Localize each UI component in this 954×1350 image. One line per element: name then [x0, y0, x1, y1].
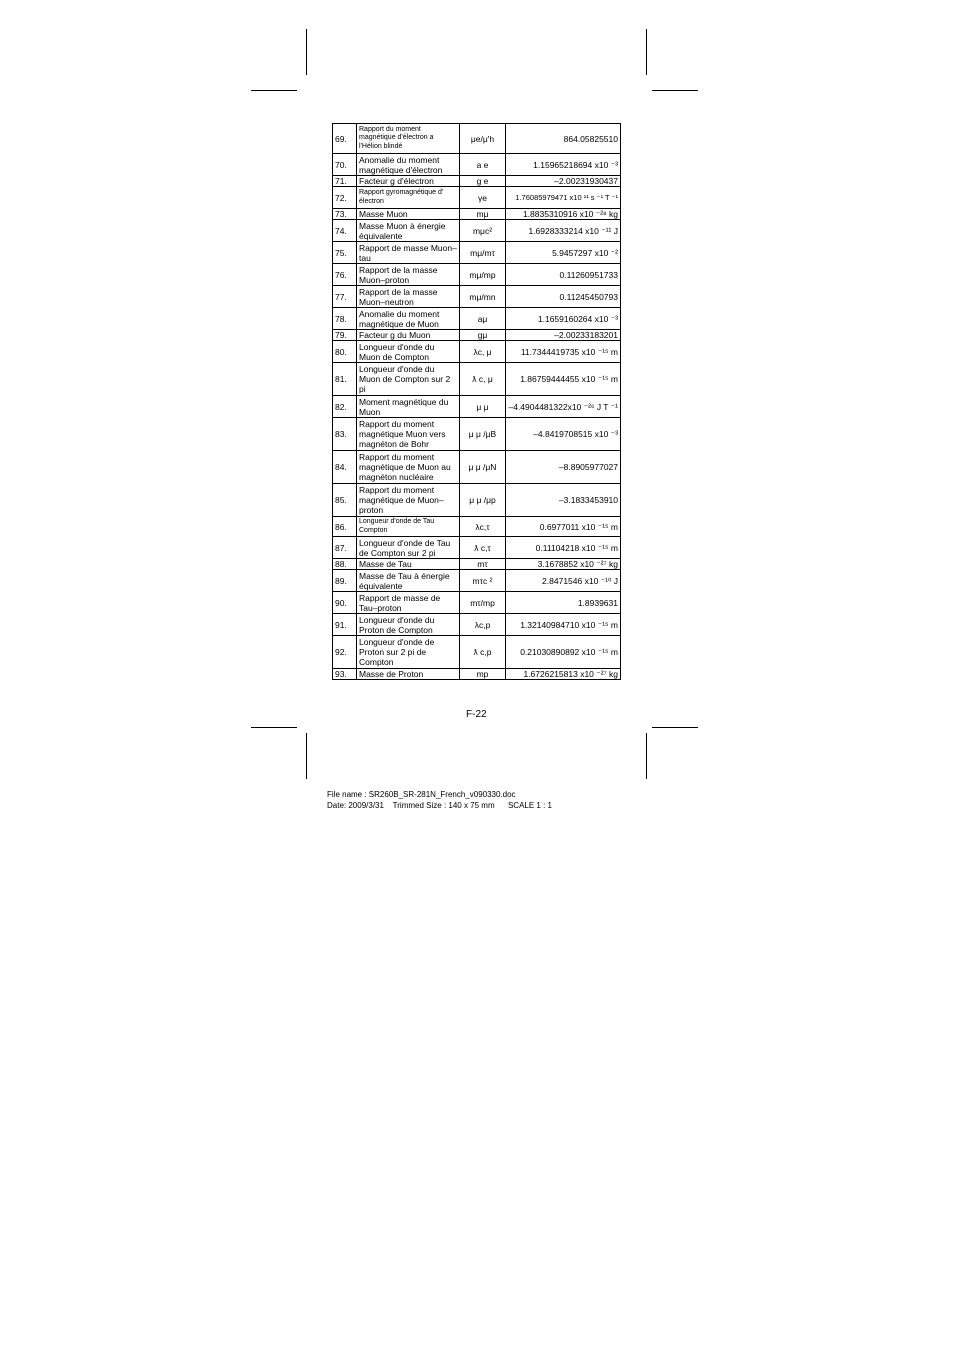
- constant-description: Rapport du moment magnétique de Muon au magnéton nucléaire: [357, 451, 460, 484]
- constant-value: –2.00233183201: [506, 330, 621, 341]
- table-row: [333, 418, 621, 451]
- table-row: [333, 484, 621, 517]
- table-row: [333, 286, 621, 308]
- constant-value: 1.15965218694 x10 ⁻³: [506, 154, 621, 176]
- constant-symbol: g e: [460, 176, 506, 187]
- constant-symbol: λc,τ: [460, 517, 506, 537]
- constant-description: Rapport de la masse Muon–proton: [357, 264, 460, 286]
- table-row: [333, 517, 621, 537]
- file-info-footer: [327, 789, 552, 811]
- constant-value: –3.1833453910: [506, 484, 621, 517]
- constant-symbol: ƛ c,τ: [460, 537, 506, 559]
- constant-description: Longueur d'onde de Proton sur 2 pi de Compton: [357, 636, 460, 669]
- row-number: 93.: [333, 669, 357, 680]
- row-number: 69.: [333, 124, 357, 154]
- table-row: [333, 396, 621, 418]
- table-row: [333, 341, 621, 363]
- page-number: F-22: [466, 709, 487, 720]
- table-row: [333, 451, 621, 484]
- constant-symbol: mμ/mτ: [460, 242, 506, 264]
- constant-value: 864.05825510: [506, 124, 621, 154]
- crop-mark: [306, 29, 307, 75]
- row-number: 88.: [333, 559, 357, 570]
- row-number: 90.: [333, 592, 357, 614]
- row-number: 76.: [333, 264, 357, 286]
- table-row: [333, 636, 621, 669]
- constant-symbol: λc,p: [460, 614, 506, 636]
- row-number: 80.: [333, 341, 357, 363]
- constant-description: Masse de Tau: [357, 559, 460, 570]
- constant-description: Longueur d'onde du Muon de Compton: [357, 341, 460, 363]
- constant-value: 1.1659160264 x10 ⁻³: [506, 308, 621, 330]
- row-number: 72.: [333, 187, 357, 209]
- row-number: 84.: [333, 451, 357, 484]
- constant-symbol: λc, μ: [460, 341, 506, 363]
- row-number: 85.: [333, 484, 357, 517]
- table-row: [333, 363, 621, 396]
- row-number: 81.: [333, 363, 357, 396]
- constant-description: Rapport du moment magnétique Muon vers magnéton de Bohr: [357, 418, 460, 451]
- table-row: [333, 330, 621, 341]
- constant-description: Longueur d'onde du Proton de Compton: [357, 614, 460, 636]
- constant-value: 1.76085979471 x10 ¹¹ s ⁻¹ T ⁻¹: [506, 187, 621, 209]
- table-row: [333, 308, 621, 330]
- constant-symbol: μ μ /μp: [460, 484, 506, 517]
- constant-symbol: mμ: [460, 209, 506, 220]
- row-number: 75.: [333, 242, 357, 264]
- constants-table: [332, 123, 621, 680]
- constant-description: Rapport gyromagnétique d' électron: [357, 187, 460, 209]
- table-row: [333, 264, 621, 286]
- row-number: 87.: [333, 537, 357, 559]
- row-number: 73.: [333, 209, 357, 220]
- constant-value: 3.1678852 x10 ⁻²⁷ kg: [506, 559, 621, 570]
- table-row: [333, 176, 621, 187]
- constant-value: 2.8471546 x10 ⁻¹⁰ J: [506, 570, 621, 592]
- constant-symbol: ƛ c, μ: [460, 363, 506, 396]
- constant-value: 11.7344419735 x10 ⁻¹⁵ m: [506, 341, 621, 363]
- constant-description: Rapport de la masse Muon–neutron: [357, 286, 460, 308]
- constant-description: Rapport du moment magnétique de Muon–proton: [357, 484, 460, 517]
- crop-mark: [306, 733, 307, 779]
- constant-value: 0.6977011 x10 ⁻¹⁵ m: [506, 517, 621, 537]
- row-number: 86.: [333, 517, 357, 537]
- crop-mark: [652, 727, 698, 728]
- constant-description: Facteur g d'électron: [357, 176, 460, 187]
- constant-value: 5.9457297 x10 ⁻²: [506, 242, 621, 264]
- constant-value: 1.6928333214 x10 ⁻¹¹ J: [506, 220, 621, 242]
- table-row: [333, 124, 621, 154]
- constant-value: 0.11104218 x10 ⁻¹⁵ m: [506, 537, 621, 559]
- row-number: 82.: [333, 396, 357, 418]
- constant-description: Rapport de masse de Tau–proton: [357, 592, 460, 614]
- row-number: 83.: [333, 418, 357, 451]
- constant-description: Moment magnétique du Muon: [357, 396, 460, 418]
- constant-symbol: a e: [460, 154, 506, 176]
- constant-value: –4.8419708515 x10 ⁻³: [506, 418, 621, 451]
- constant-symbol: μ μ /μN: [460, 451, 506, 484]
- constant-description: Masse de Tau à énergie équivalente: [357, 570, 460, 592]
- crop-mark: [251, 727, 297, 728]
- constant-symbol: mτ: [460, 559, 506, 570]
- constant-symbol: gμ: [460, 330, 506, 341]
- table-row: [333, 559, 621, 570]
- constant-symbol: mτc ²: [460, 570, 506, 592]
- constant-value: 1.8835310916 x10 ⁻²⁸ kg: [506, 209, 621, 220]
- table-row: [333, 242, 621, 264]
- constant-description: Longueur d'onde de Tau Compton: [357, 517, 460, 537]
- constant-symbol: γe: [460, 187, 506, 209]
- constant-description: Longueur d'onde de Tau de Compton sur 2 pi: [357, 537, 460, 559]
- constant-value: –4.4904481322x10 ⁻²⁶ J T ⁻¹: [506, 396, 621, 418]
- constant-value: –2.00231930437: [506, 176, 621, 187]
- constant-symbol: μ μ: [460, 396, 506, 418]
- constant-value: 1.32140984710 x10 ⁻¹⁵ m: [506, 614, 621, 636]
- constant-description: Facteur g du Muon: [357, 330, 460, 341]
- table-row: [333, 537, 621, 559]
- constant-symbol: mμ/mp: [460, 264, 506, 286]
- row-number: 79.: [333, 330, 357, 341]
- row-number: 89.: [333, 570, 357, 592]
- table-row: [333, 570, 621, 592]
- constant-symbol: mp: [460, 669, 506, 680]
- constant-symbol: μe/μ'h: [460, 124, 506, 154]
- row-number: 70.: [333, 154, 357, 176]
- constant-description: Rapport du moment magnétique d'électron a l'Hélion blindé: [357, 124, 460, 154]
- constant-description: Masse de Proton: [357, 669, 460, 680]
- constant-symbol: mμc²: [460, 220, 506, 242]
- constant-symbol: aμ: [460, 308, 506, 330]
- table-row: [333, 209, 621, 220]
- table-row: [333, 669, 621, 680]
- constant-description: Anomalie du moment magnétique de Muon: [357, 308, 460, 330]
- footer-filename: File name : SR260B_SR-281N_French_v090330.doc: [327, 790, 516, 799]
- constant-value: –8.8905977027: [506, 451, 621, 484]
- constant-symbol: mμ/mn: [460, 286, 506, 308]
- constant-symbol: μ μ /μB: [460, 418, 506, 451]
- constant-value: 1.86759444455 x10 ⁻¹⁵ m: [506, 363, 621, 396]
- row-number: 92.: [333, 636, 357, 669]
- constant-description: Longueur d'onde du Muon de Compton sur 2 pi: [357, 363, 460, 396]
- table-row: [333, 592, 621, 614]
- table-row: [333, 187, 621, 209]
- crop-mark: [646, 29, 647, 75]
- table-row: [333, 154, 621, 176]
- row-number: 91.: [333, 614, 357, 636]
- constant-symbol: ƛ c,p: [460, 636, 506, 669]
- row-number: 77.: [333, 286, 357, 308]
- row-number: 71.: [333, 176, 357, 187]
- crop-mark: [646, 733, 647, 779]
- constant-symbol: mτ/mp: [460, 592, 506, 614]
- constant-value: 1.8939631: [506, 592, 621, 614]
- constant-value: 0.11260951733: [506, 264, 621, 286]
- footer-date: Date: 2009/3/31 Trimmed Size : 140 x 75 mm SCALE 1 : 1: [327, 801, 552, 810]
- table-row: [333, 614, 621, 636]
- row-number: 78.: [333, 308, 357, 330]
- table-row: [333, 220, 621, 242]
- constant-description: Anomalie du moment magnétique d'électron: [357, 154, 460, 176]
- constant-description: Masse Muon: [357, 209, 460, 220]
- constant-value: 0.21030890892 x10 ⁻¹⁵ m: [506, 636, 621, 669]
- constant-value: 1.6726215813 x10 ⁻²⁷ kg: [506, 669, 621, 680]
- row-number: 74.: [333, 220, 357, 242]
- constant-description: Rapport de masse Muon–tau: [357, 242, 460, 264]
- constant-description: Masse Muon à énergie équivalente: [357, 220, 460, 242]
- crop-mark: [652, 90, 698, 91]
- crop-mark: [251, 90, 297, 91]
- constant-value: 0.11245450793: [506, 286, 621, 308]
